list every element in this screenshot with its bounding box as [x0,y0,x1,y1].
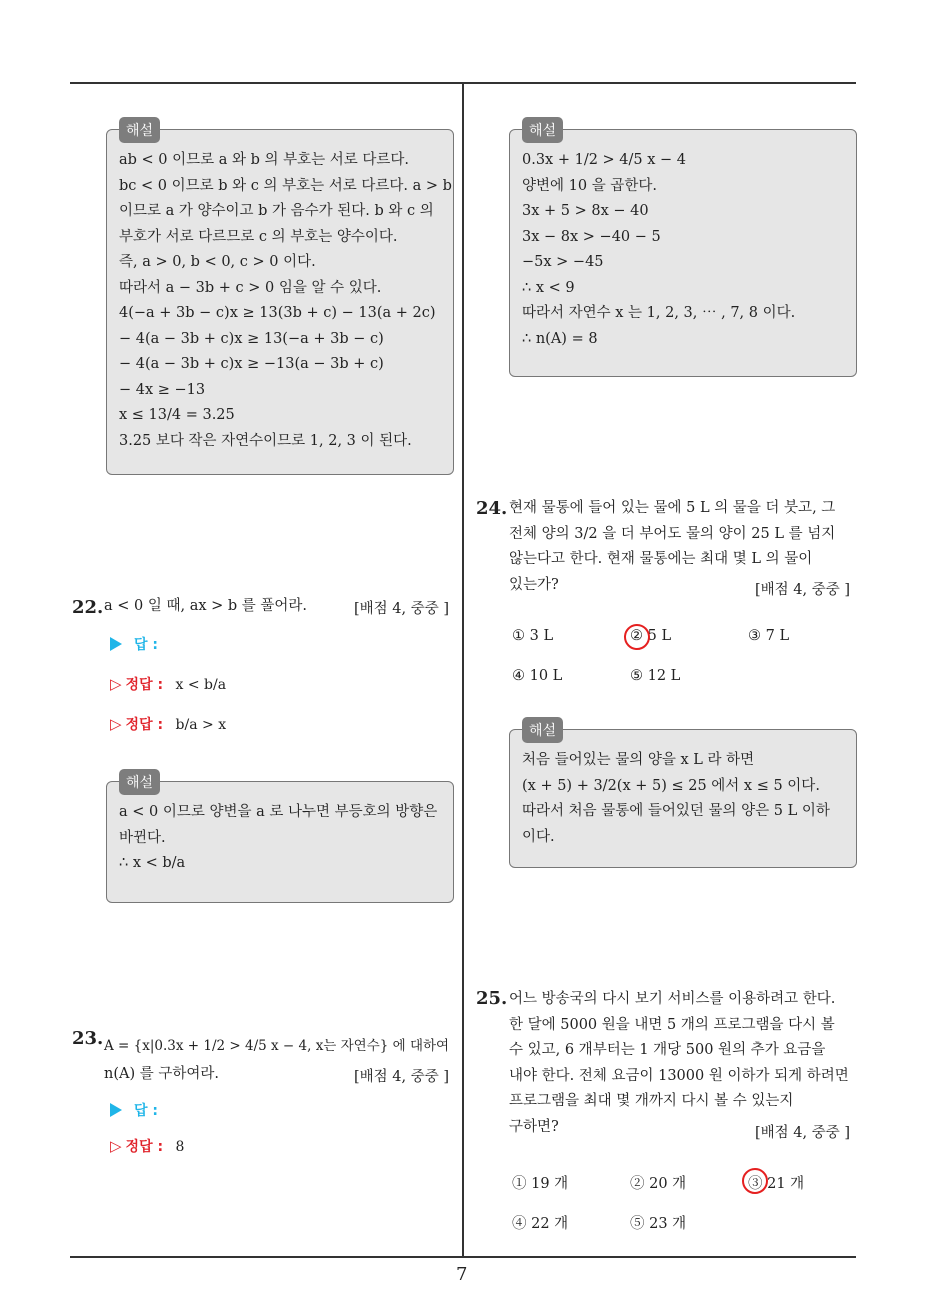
correct-answer-value: x < b/a [175,677,227,693]
correct-answer-row [110,674,226,694]
correct-answer-row [110,1136,184,1156]
question-line: 프로그램을 최대 몇 개까지 다시 볼 수 있는지 [509,1093,794,1109]
answer-option[interactable]: ① 3 L [512,628,554,644]
explanation-text [522,148,844,352]
outline-triangle-icon: ▷ [110,675,122,693]
explanation-line: (x + 5) + 3/2(x + 5) ≤ 25 에서 x ≤ 5 이다. [522,777,820,794]
question-text: a < 0 일 때, ax > b 를 풀어라. [104,598,308,614]
explanation-line: − 4x ≥ −13 [119,381,206,398]
explanation-line: − 4(a − 3b + c)x ≥ −13(a − 3b + c) [119,356,384,372]
explanation-line: 이다. [522,828,555,845]
question-number: 22. [72,597,104,618]
question-meta: [배점 4, 중중 ] [755,582,851,598]
explanation-line: a < 0 이므로 양변을 a 로 나누면 부등호의 방향은 [119,804,438,820]
question-text: n(A) 를 구하여라. [104,1066,219,1082]
explanation-line: x ≤ 13/4 = 3.25 [119,407,235,423]
answer-label: 답 : [134,637,158,653]
explanation-line: 3x − 8x > −40 − 5 [522,228,661,245]
explanation-box-q24 [509,723,857,868]
answer-option[interactable]: ② 20 개 [630,1176,687,1192]
correct-label: 정답 : [125,1139,164,1155]
explanation-line: − 4(a − 3b + c)x ≥ 13(−a + 3b − c) [119,330,384,347]
answer-row [110,634,158,654]
explanation-line: 양변에 10 을 곱한다. [522,177,657,194]
answer-option[interactable]: ⑤ 23 개 [630,1216,687,1232]
explanation-line: 바뀐다. [119,829,166,846]
explanation-text [119,800,441,877]
answer-option[interactable]: ② 5 L [630,628,672,644]
question-meta: [배점 4, 중중 ] [354,601,450,617]
question-meta: [배점 4, 중중 ] [354,1069,450,1085]
question-text [509,987,859,1140]
explanation-line: ∴ x < 9 [522,279,575,296]
explanation-tag: 해설 [522,717,563,743]
explanation-line: 이므로 a 가 양수이고 b 가 음수가 된다. b 와 c 의 [119,203,434,219]
answer-option[interactable]: ⑤ 12 L [630,668,681,684]
explanation-line: 4(−a + 3b − c)x ≥ 13(3b + c) − 13(a + 2c) [119,305,436,321]
explanation-line: ∴ x < b/a [119,855,186,871]
question-line: 않는다고 한다. 현재 물통에는 최대 몇 L 의 물이 [509,551,813,567]
answer-row [110,1100,158,1120]
explanation-line: 3.25 보다 작은 자연수이므로 1, 2, 3 이 된다. [119,432,412,449]
bottom-rule [70,1256,856,1258]
selected-mark-icon [624,624,650,650]
explanation-line: 따라서 처음 물통에 들어있던 물의 양은 5 L 이하 [522,803,830,819]
explanation-line: 부호가 서로 다르므로 c 의 부호는 양수이다. [119,228,398,245]
explanation-tag: 해설 [522,117,563,143]
question-line: 구하면? [509,1118,559,1135]
question-line: 현재 물통에 들어 있는 물에 5 L 의 물을 더 붓고, 그 [509,500,836,516]
explanation-line: −5x > −45 [522,254,604,270]
explanation-line: 0.3x + 1/2 > 4/5 x − 4 [522,152,687,168]
question-number: 24. [476,498,508,519]
question-text: A = {x|0.3x + 1/2 > 4/5 x − 4, x는 자연수} 에 대하여 [104,1038,450,1054]
question-line: 어느 방송국의 다시 보기 서비스를 이용하려고 한다. [509,991,836,1007]
page-number: 7 [456,1264,468,1285]
explanation-line: ∴ n(A) = 8 [522,330,598,347]
explanation-text [522,748,844,850]
explanation-text [119,148,452,454]
question-line: 내야 한다. 전체 요금이 13000 원 이하가 되게 하려면 [509,1067,849,1084]
answer-option[interactable]: ④ 10 L [512,668,563,684]
explanation-line: bc < 0 이므로 b 와 c 의 부호는 서로 다르다. a > b [119,177,452,194]
question-line: 수 있고, 6 개부터는 1 개당 500 원의 추가 요금을 [509,1042,826,1058]
outline-triangle-icon: ▷ [110,715,122,733]
column-divider [462,83,464,1256]
correct-answer-value: b/a > x [175,717,227,733]
explanation-box-q23 [509,123,857,377]
explanation-tag: 해설 [119,769,160,795]
explanation-box-q22 [106,775,454,903]
answer-label: 답 : [134,1103,158,1119]
correct-answer-row [110,714,226,734]
answer-option[interactable]: ③ 21 개 [748,1176,805,1192]
answer-option[interactable]: ① 19 개 [512,1176,569,1192]
selected-mark-icon [742,1168,768,1194]
explanation-line: 따라서 자연수 x 는 1, 2, 3, ⋯ , 7, 8 이다. [522,305,796,321]
correct-label: 정답 : [125,717,164,733]
question-meta: [배점 4, 중중 ] [755,1125,851,1141]
explanation-line: 따라서 a − 3b + c > 0 임을 알 수 있다. [119,279,382,296]
answer-option[interactable]: ④ 22 개 [512,1216,569,1232]
explanation-line: 처음 들어있는 물의 양을 x L 라 하면 [522,752,755,768]
question-line: 있는가? [509,576,559,593]
play-icon [110,1103,122,1117]
explanation-line: 즉, a > 0, b < 0, c > 0 이다. [119,254,316,270]
play-icon [110,637,122,651]
explanation-box-q21 [106,123,454,475]
explanation-tag: 해설 [119,117,160,143]
outline-triangle-icon: ▷ [110,1137,122,1155]
explanation-line: 3x + 5 > 8x − 40 [522,203,649,219]
question-line: 한 달에 5000 원을 내면 5 개의 프로그램을 다시 볼 [509,1016,835,1033]
correct-answer-value: 8 [175,1139,185,1155]
explanation-line: ab < 0 이므로 a 와 b 의 부호는 서로 다르다. [119,152,410,168]
question-number: 23. [72,1028,104,1049]
correct-label: 정답 : [125,677,164,693]
question-number: 25. [476,988,508,1009]
question-line: 전체 양의 3/2 을 더 부어도 물의 양이 25 L 를 넘지 [509,525,836,542]
answer-option[interactable]: ③ 7 L [748,628,790,644]
